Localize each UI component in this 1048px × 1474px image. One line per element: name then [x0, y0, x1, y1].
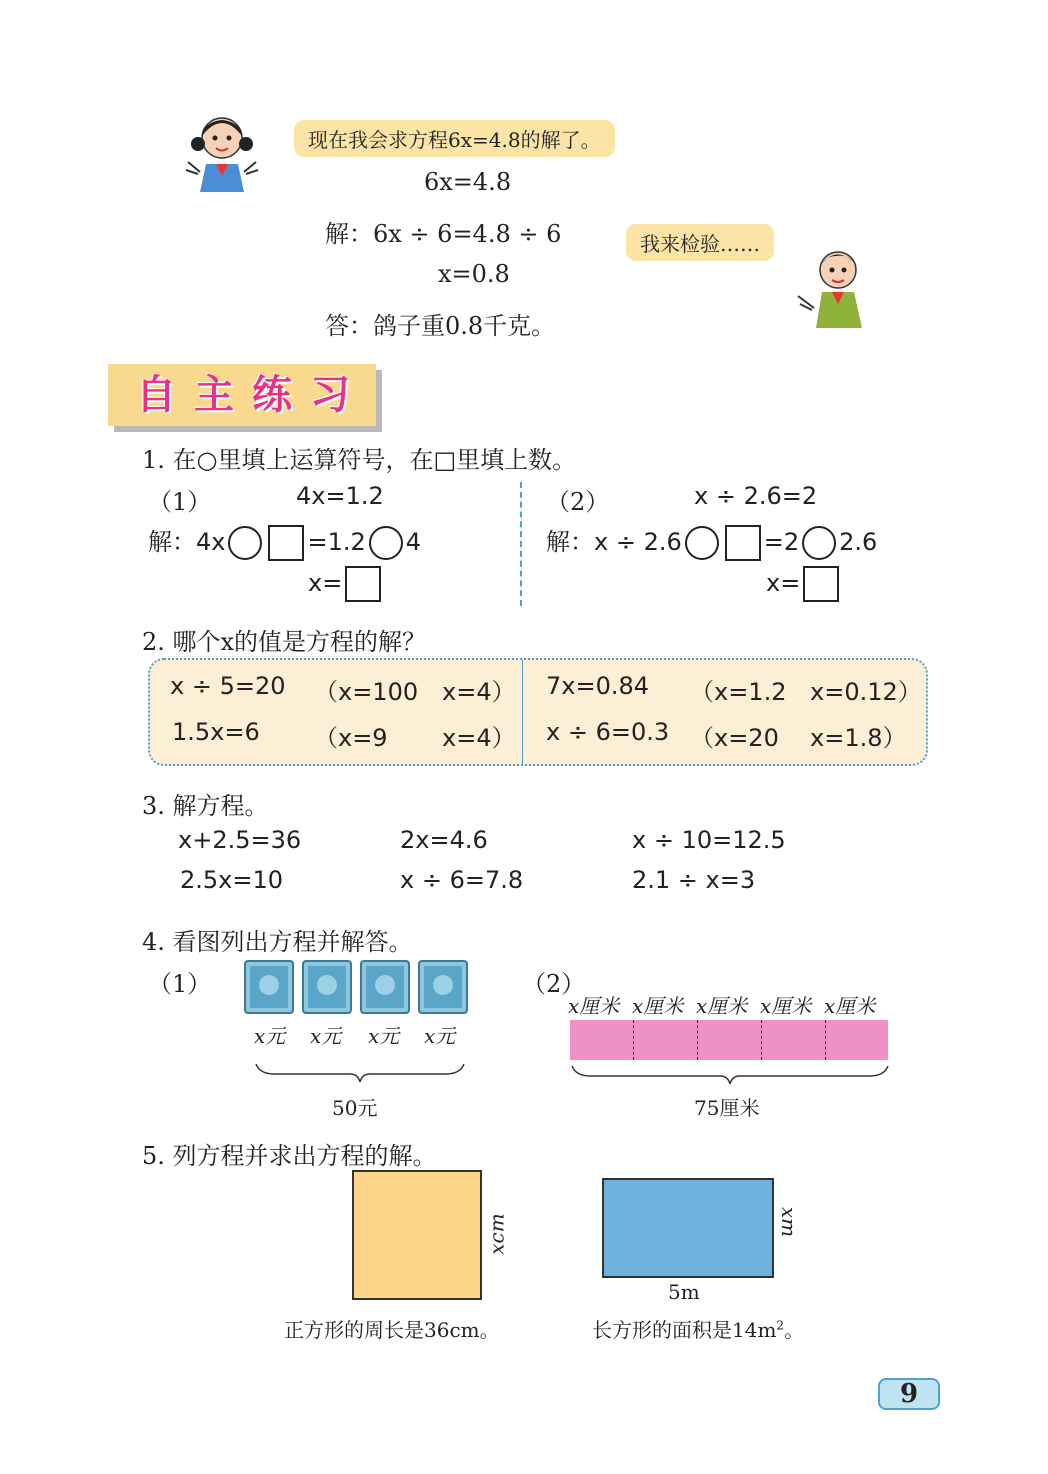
q3-equation: x ÷ 10=12.5: [632, 826, 786, 854]
q1-part2-solve: [546, 522, 877, 561]
segment-label: x厘米: [696, 994, 748, 1018]
square-caption: 正方形的周长是36cm。: [284, 1318, 500, 1342]
bag-price-label: x元: [310, 1024, 342, 1048]
q2-option[interactable]: （x=1.2: [690, 678, 787, 706]
q2-equation: 7x=0.84: [546, 672, 650, 700]
rectangle-bottom-label: 5m: [668, 1280, 700, 1304]
q2-option[interactable]: x=0.12）: [810, 678, 922, 706]
operator-circle[interactable]: [228, 526, 262, 560]
q1-part2: [546, 482, 926, 602]
q1-part1-label: （1）: [148, 488, 212, 516]
segment-total-label: 75厘米: [694, 1096, 760, 1120]
q2-choice-box: [148, 658, 928, 766]
q1-part1-answer: [308, 566, 384, 602]
rectangle-caption-end: 。: [784, 1318, 805, 1342]
bag-total-brace: [254, 1060, 466, 1084]
coin-bag-image: [244, 960, 294, 1014]
bag-total-label: 50元: [332, 1096, 378, 1120]
q3-equation: 2.1 ÷ x=3: [632, 866, 756, 894]
operator-circle[interactable]: [802, 526, 836, 560]
section-title-box: [108, 364, 376, 426]
q3-equation: x ÷ 6=7.8: [400, 866, 524, 894]
q2-equation: x ÷ 5=20: [170, 672, 286, 700]
girl-speech-bubble: 现在我会求方程6x=4.8的解了。: [294, 120, 615, 157]
intro-answer-line: 答：鸽子重0.8千克。: [325, 312, 556, 340]
rectangle-caption-text: 长方形的面积是14m: [592, 1318, 777, 1342]
q1-prompt: 1. 在○里填上运算符号，在□里填上数。: [142, 446, 577, 474]
q1-part2-solve-end: 2.6: [839, 528, 878, 556]
page-number: 9: [878, 1378, 940, 1410]
q3-prompt: 3. 解方程。: [142, 792, 269, 820]
q3-equation: 2.5x=10: [180, 866, 284, 894]
rectangle-caption-sup: 2: [776, 1318, 785, 1333]
q1-divider: [520, 482, 522, 606]
answer-box[interactable]: [345, 566, 381, 602]
intro-result-line: x=0.8: [438, 260, 510, 288]
number-box[interactable]: [725, 525, 761, 561]
q1-part2-solve-prefix: 解：x ÷ 2.6: [546, 528, 682, 556]
q2-option[interactable]: x=4）: [442, 678, 516, 706]
rectangle-caption: [592, 1314, 804, 1343]
q4-part1-label: （1）: [148, 970, 212, 998]
q2-divider: [522, 660, 523, 764]
coin-bag-image: [418, 960, 468, 1014]
q1-part2-label: （2）: [546, 488, 610, 516]
girl-illustration: [182, 108, 262, 192]
segment-label: x厘米: [824, 994, 876, 1018]
coin-bag-image: [360, 960, 410, 1014]
q2-option[interactable]: x=1.8）: [810, 724, 907, 752]
square-shape: [352, 1170, 482, 1300]
q1-part1-solve-end: 4: [405, 528, 422, 556]
number-box[interactable]: [268, 525, 304, 561]
intro-solve-line: 解：6x ÷ 6=4.8 ÷ 6: [325, 220, 562, 248]
q2-option[interactable]: （x=20: [690, 724, 779, 752]
square-side-label: xcm: [484, 1213, 509, 1255]
boy-speech-bubble: 我来检验……: [626, 224, 774, 261]
q1-part1-solve-mid: =1.2: [307, 528, 366, 556]
q2-equation: x ÷ 6=0.3: [546, 718, 670, 746]
q5-prompt: 5. 列方程并求出方程的解。: [142, 1142, 437, 1170]
segment-total-brace: [570, 1062, 890, 1086]
segment-label: x厘米: [632, 994, 684, 1018]
intro-equation: 6x=4.8: [424, 168, 512, 196]
q1-part1-solve: [148, 522, 421, 561]
q2-option[interactable]: x=4）: [442, 724, 516, 752]
q1-part1-x-label: x=: [308, 569, 343, 597]
q2-prompt: 2. 哪个x的值是方程的解？: [142, 628, 427, 656]
q1-part2-solve-mid: =2: [763, 528, 800, 556]
q1-part1: [148, 482, 508, 602]
bag-price-label: x元: [424, 1024, 456, 1048]
q4-prompt: 4. 看图列出方程并解答。: [142, 928, 413, 956]
section-title: 自主练习: [136, 371, 368, 418]
q2-equation: 1.5x=6: [172, 718, 260, 746]
segment-label: x厘米: [760, 994, 812, 1018]
rectangle-side-label: xm: [777, 1206, 802, 1238]
q2-option[interactable]: （x=100: [314, 678, 419, 706]
q3-equation: x+2.5=36: [178, 826, 302, 854]
segment-label: x厘米: [568, 994, 620, 1018]
bag-price-label: x元: [254, 1024, 286, 1048]
q1-part1-solve-prefix: 解：4x: [148, 528, 226, 556]
operator-circle[interactable]: [685, 526, 719, 560]
coin-bag-image: [302, 960, 352, 1014]
q3-equation: 2x=4.6: [400, 826, 488, 854]
q4-part2-label: （2）: [522, 970, 586, 998]
bag-group: [244, 960, 474, 1020]
rectangle-shape: [602, 1178, 774, 1278]
bag-price-label: x元: [368, 1024, 400, 1048]
q1-part1-equation: 4x=1.2: [296, 482, 384, 510]
answer-box[interactable]: [803, 566, 839, 602]
q1-part2-x-label: x=: [766, 569, 801, 597]
q1-part2-answer: [766, 566, 842, 602]
q1-part2-equation: x ÷ 2.6=2: [694, 482, 818, 510]
operator-circle[interactable]: [369, 526, 403, 560]
pink-length-bar: [570, 1020, 888, 1060]
boy-illustration: [796, 244, 872, 328]
q2-option[interactable]: （x=9: [314, 724, 388, 752]
